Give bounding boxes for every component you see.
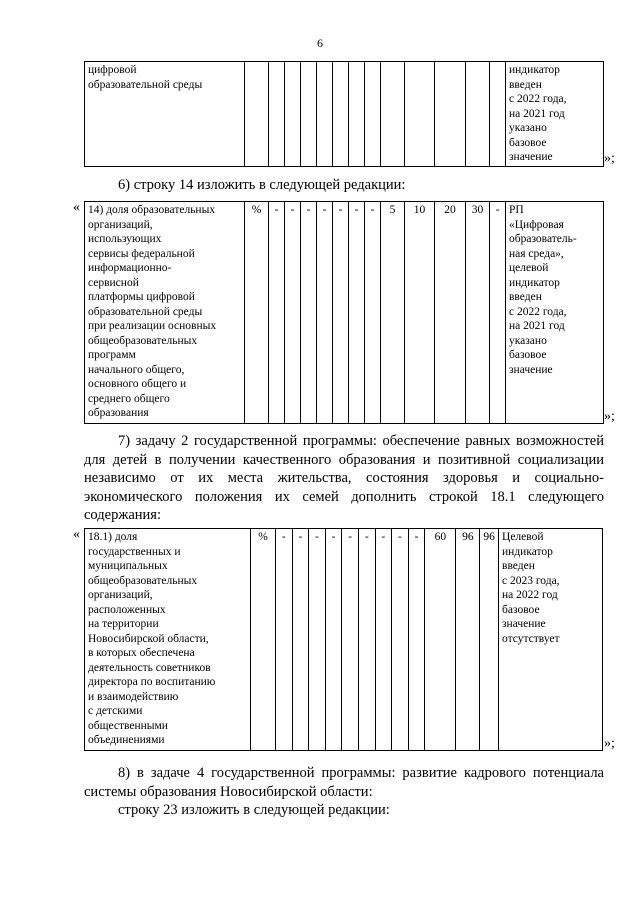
value-cell: - <box>349 202 365 424</box>
value-cell: - <box>325 529 342 751</box>
value-cell: - <box>275 529 292 751</box>
value-cell: - <box>358 529 375 751</box>
value-cell: - <box>342 529 359 751</box>
value-cell: - <box>292 529 309 751</box>
close-quote: »; <box>604 736 615 751</box>
indicator-name-cell: 18.1) доля государственных и муниципальных общеобразовательных организаций, расположенных на территории Новосибирской области, в которых обеспечена деятельность советников директора по воспитанию и взаимодействию с детскими общественными объединениями <box>85 529 251 751</box>
value-cell: 96 <box>456 529 480 751</box>
open-quote: « <box>73 527 80 542</box>
value-cell: - <box>392 529 409 751</box>
value-cell: - <box>285 202 301 424</box>
value-cell: 96 <box>480 529 499 751</box>
value-cell: - <box>317 202 333 424</box>
value-cell: - <box>309 529 326 751</box>
value-cell: - <box>490 202 506 424</box>
close-quote: »; <box>604 409 615 424</box>
value-cell: - <box>365 202 381 424</box>
value-cell: - <box>269 202 285 424</box>
unit-cell: % <box>245 202 269 424</box>
value-cell: - <box>301 202 317 424</box>
table-row-18-1 <box>84 528 603 751</box>
unit-cell: % <box>251 529 276 751</box>
open-quote: « <box>73 200 80 215</box>
note-cell: Целевой индикатор введен с 2023 года, на 2022 год базовое значение отсутствует <box>499 529 603 751</box>
paragraph-8: 8) в задаче 4 государственной программы: развитие кадрового потенциала системы образования Новосибирской области: <box>84 765 604 800</box>
value-cell: - <box>333 202 349 424</box>
value-cell: - <box>375 529 392 751</box>
paragraph-7: 7) задачу 2 государственной программы: обеспечение равных возможностей для детей в получении качественного образования и позитивной социализации независимо от их места жительства, состояния здоровья и социально-экономического положения их семей дополнить строкой 18.1 следующего содержания: <box>84 433 604 523</box>
indicator-name-cell: цифровой образовательной среды <box>85 62 245 167</box>
paragraph-6: 6) строку 14 изложить в следующей редакции: <box>118 177 406 193</box>
value-cell: 5 <box>381 202 405 424</box>
indicator-name-cell: 14) доля образовательных организаций, использующих сервисы федеральной информационно- сервисной платформы цифровой образовательной среды при реализации основных общеобразовательных программ начального общего, основного общего и среднего общего образования <box>85 202 245 424</box>
value-cell: 30 <box>466 202 490 424</box>
value-cell: 10 <box>405 202 435 424</box>
table-continuation <box>84 61 604 167</box>
note-cell: РП «Цифровая образователь- ная среда», целевой индикатор введен с 2022 года, на 2021 год указано базовое значение <box>506 202 604 424</box>
value-cell: 60 <box>425 529 456 751</box>
value-cell: - <box>408 529 425 751</box>
close-quote: »; <box>604 151 615 166</box>
table-row-14 <box>84 201 604 424</box>
value-cell: 20 <box>435 202 466 424</box>
page-number: 6 <box>317 36 323 50</box>
note-cell: индикатор введен с 2022 года, на 2021 год указано базовое значение <box>506 62 604 167</box>
paragraph-8b: строку 23 изложить в следующей редакции: <box>118 802 390 818</box>
